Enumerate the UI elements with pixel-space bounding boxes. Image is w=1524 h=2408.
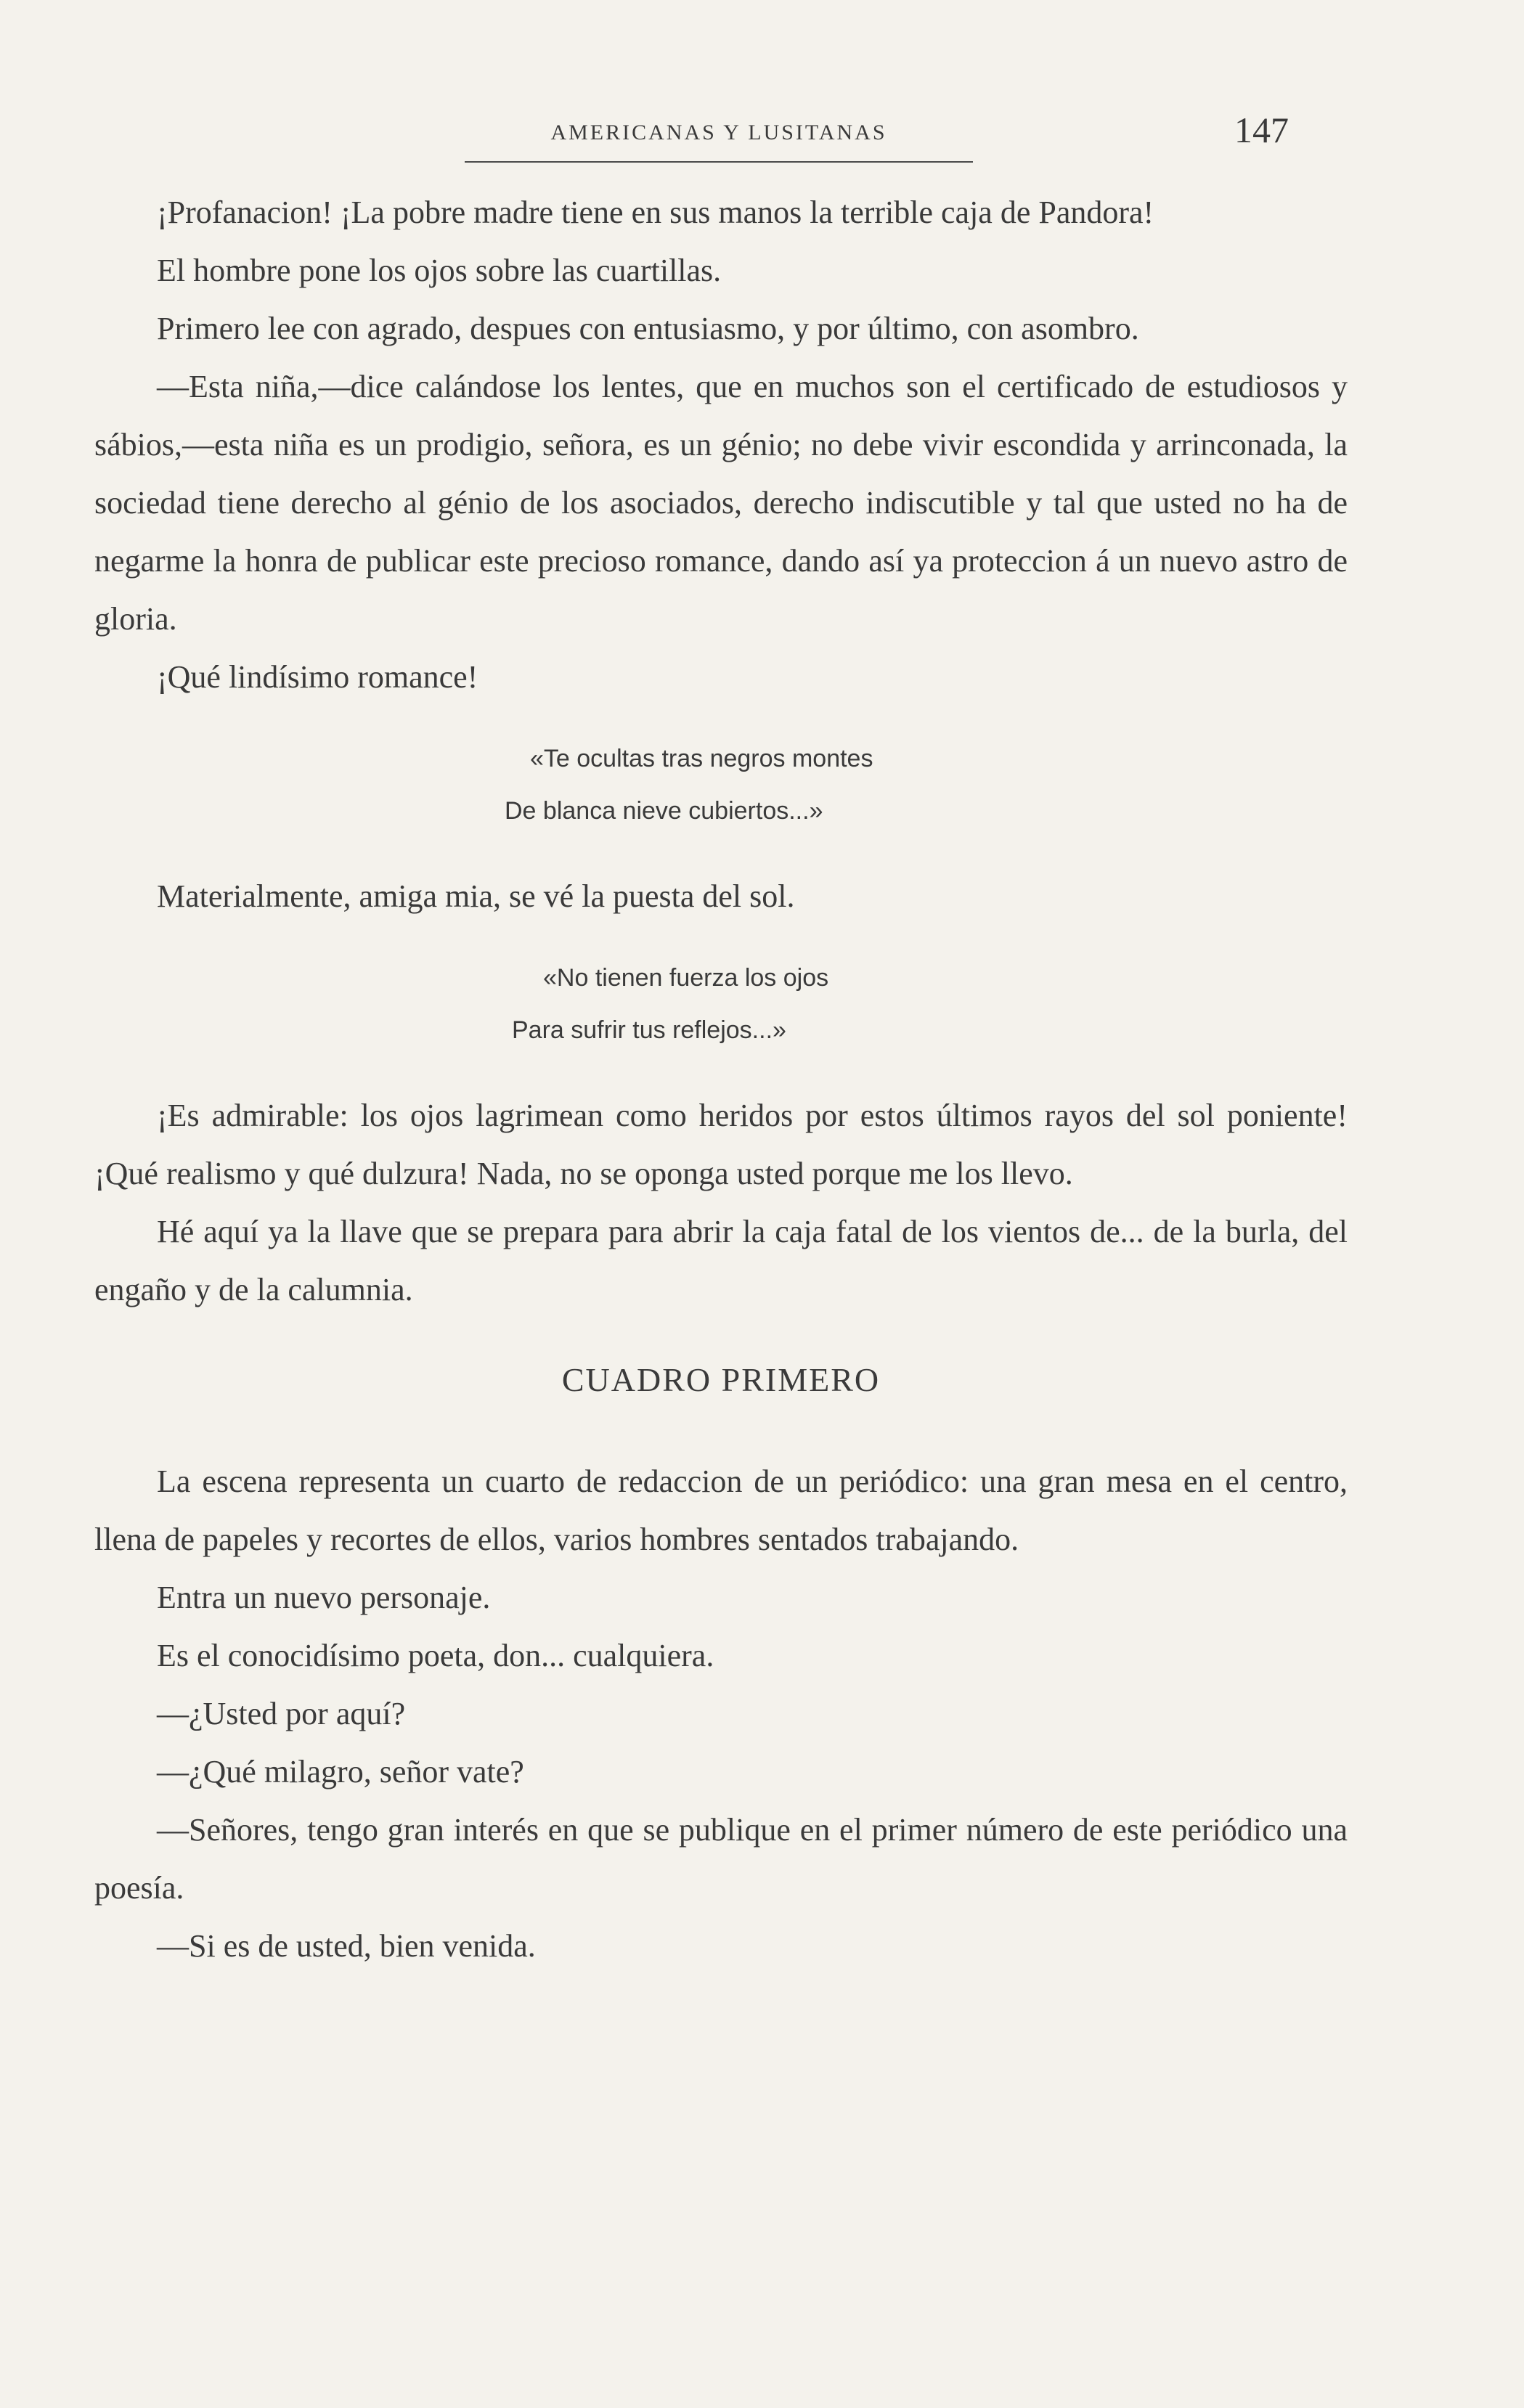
- paragraph: La escena representa un cuarto de redaccion de un periódico: una gran mesa en el centro, llena de papeles y recortes de ellos, varios hombres sentados trabajando.: [94, 1464, 1348, 1557]
- paragraph: ¡Profanacion! ¡La pobre madre tiene en sus manos la terrible caja de Pandora!: [157, 195, 1154, 230]
- section-heading: CUADRO PRIMERO: [561, 1361, 881, 1398]
- paragraph: —Señores, tengo gran interés en que se publique en el primer número de este periódico una poesía.: [94, 1812, 1348, 1906]
- paragraph: ¡Es admirable: los ojos lagrimean como heridos por estos últimos rayos del sol poniente! ¡Qué realismo y qué dulzura! Nada, no se oponga usted porque me los llevo.: [94, 1098, 1348, 1191]
- verse-line: «Te ocultas tras negros montes: [530, 745, 873, 772]
- paragraph: El hombre pone los ojos sobre las cuartillas.: [157, 253, 722, 288]
- verse-line: Para sufrir tus reflejos...»: [512, 1016, 786, 1044]
- paragraph: —Esta niña,—dice calándose los lentes, que en muchos son el certificado de estudiosos y sábios,—esta niña es un prodigio, señora, es un génio; no debe vivir escondida y arrinconada, la sociedad tiene derecho al génio de los asociados, derecho indiscutible y tal que usted no ha de negarme la honra de publicar este precioso romance, dando así ya proteccion á un nuevo astro de gloria.: [94, 369, 1348, 637]
- page-body: [94, 184, 1348, 1975]
- paragraph: Entra un nuevo personaje.: [157, 1580, 491, 1615]
- verse-line: De blanca nieve cubiertos...»: [505, 797, 823, 825]
- verse-quote: [94, 952, 1348, 1056]
- page-number: 147: [1234, 110, 1289, 150]
- verse-quote: [94, 732, 1348, 837]
- paragraph: —Si es de usted, bien venida.: [157, 1928, 536, 1964]
- paragraph: Es el conocidísimo poeta, don... cualquiera.: [157, 1638, 714, 1673]
- paragraph: ¡Qué lindísimo romance!: [157, 659, 478, 695]
- paragraph: Hé aquí ya la llave que se prepara para abrir la caja fatal de los vientos de... de la burla, del engaño y de la calumnia.: [94, 1214, 1348, 1307]
- running-header: AMERICANAS Y LUSITANAS: [465, 121, 973, 163]
- paragraph: Primero lee con agrado, despues con entusiasmo, y por último, con asombro.: [157, 311, 1139, 346]
- verse-line: «No tienen fuerza los ojos: [543, 964, 829, 992]
- paragraph: Materialmente, amiga mia, se vé la puesta del sol.: [157, 878, 795, 914]
- paragraph: —¿Qué milagro, señor vate?: [157, 1754, 524, 1789]
- paragraph: —¿Usted por aquí?: [157, 1696, 406, 1731]
